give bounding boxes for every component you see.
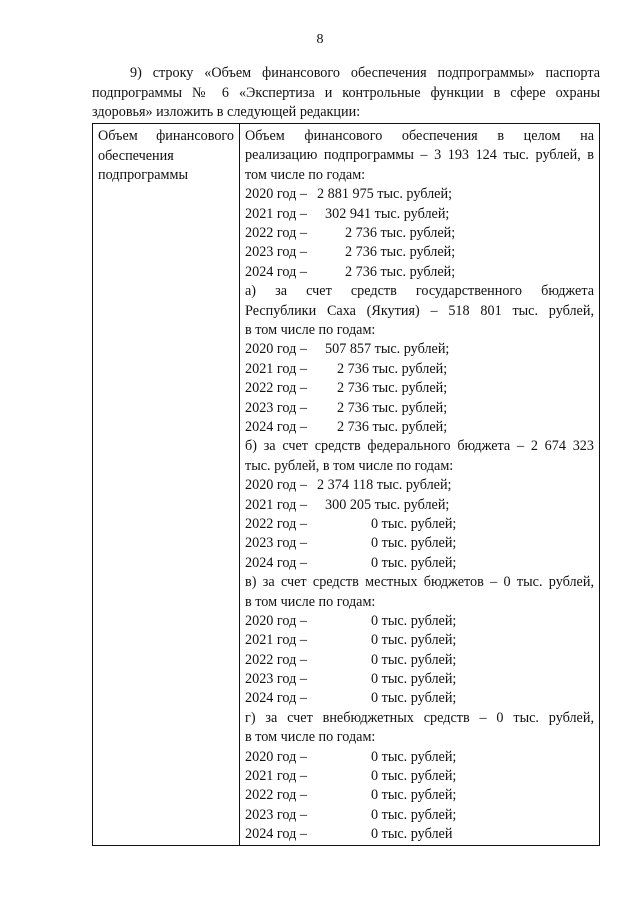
year-amount-row: [245, 825, 594, 844]
amount-value: 0 тыс. рублей;: [371, 787, 457, 804]
row-label-cell: [93, 124, 240, 846]
year-label: 2021 год –: [245, 496, 307, 513]
section-d-block: [245, 709, 594, 845]
year-amount-row: [245, 748, 594, 767]
section-d-text-line: в том числе по годам:: [245, 729, 376, 746]
year-label: 2020 год –: [245, 748, 307, 765]
year-label: 2020 год –: [245, 477, 307, 494]
amount-value: 2 736 тыс. рублей;: [337, 418, 448, 435]
amount-value: 0 тыс. рублей;: [371, 554, 457, 571]
year-label: 2020 год –: [245, 612, 307, 629]
amount-value: 0 тыс. рублей;: [371, 612, 457, 629]
year-label: 2023 год –: [245, 535, 307, 552]
year-amount-row: [245, 496, 594, 515]
section-b-text-line: тыс. рублей, в том числе по годам:: [245, 457, 454, 474]
year-amount-row: [245, 205, 594, 224]
year-amount-row: [245, 340, 594, 359]
amount-value: 2 736 тыс. рублей;: [337, 399, 448, 416]
year-amount-row: [245, 399, 594, 418]
amount-value: 2 736 тыс. рублей;: [337, 380, 448, 397]
year-amount-row: [245, 689, 594, 708]
row-label-line: Объем финансового: [98, 128, 234, 144]
year-amount-row: [245, 515, 594, 534]
year-amount-row: [245, 631, 594, 650]
amount-value: 302 941 тыс. рублей;: [325, 205, 450, 222]
year-label: 2020 год –: [245, 341, 307, 358]
amount-value: 0 тыс. рублей;: [371, 632, 457, 649]
total-funding-block: [245, 127, 594, 282]
year-amount-row: [245, 185, 594, 204]
year-label: 2023 год –: [245, 399, 307, 416]
amount-value: 0 тыс. рублей;: [371, 671, 457, 688]
amount-value: 2 736 тыс. рублей;: [345, 244, 456, 261]
year-amount-row: [245, 224, 594, 243]
row-content-cell: [240, 124, 600, 846]
section-c-text-line: в том числе по годам:: [245, 593, 376, 610]
amount-value: 0 тыс. рублей;: [371, 806, 457, 823]
year-label: 2024 год –: [245, 690, 307, 707]
amount-value: 0 тыс. рублей: [371, 826, 453, 843]
section-d-text-line: г) за счет внебюджетных средств – 0 тыс. рублей,: [245, 709, 594, 726]
amount-value: 507 857 тыс. рублей;: [325, 341, 450, 358]
year-amount-row: [245, 670, 594, 689]
year-label: 2021 год –: [245, 768, 307, 785]
year-label: 2024 год –: [245, 554, 307, 571]
year-amount-row: [245, 379, 594, 398]
year-amount-row: [245, 263, 594, 282]
amount-value: 0 тыс. рублей;: [371, 515, 457, 532]
year-amount-row: [245, 612, 594, 631]
year-label: 2023 год –: [245, 244, 307, 261]
section-c-block: [245, 573, 594, 709]
amount-value: 0 тыс. рублей;: [371, 690, 457, 707]
funding-table: [92, 123, 600, 846]
section-a-text-line: Республики Саха (Якутия) – 518 801 тыс. рублей,: [245, 302, 594, 319]
year-label: 2024 год –: [245, 418, 307, 435]
section-b-text-line: б) за счет средств федерального бюджета – 2 674 323: [245, 438, 594, 455]
amount-value: 2 736 тыс. рублей;: [345, 225, 456, 241]
row-label-line: подпрограммы: [98, 167, 188, 184]
amount-value: 2 736 тыс. рублей;: [345, 263, 456, 280]
year-amount-row: [245, 651, 594, 670]
section-a-text-line: а) за счет средств государственного бюджета: [245, 283, 594, 300]
amount-value: 2 881 975 тыс. рублей;: [317, 186, 453, 203]
total-text-line: том числе по годам:: [245, 166, 366, 183]
intro-line: 9) строку «Объем финансового обеспечения подпрограммы» паспорта: [130, 65, 600, 81]
year-label: 2020 год –: [245, 186, 307, 203]
section-a-text-line: в том числе по годам:: [245, 321, 376, 338]
year-amount-row: [245, 243, 594, 262]
amount-value: 0 тыс. рублей;: [371, 768, 457, 785]
intro-line: подпрограммы № 6 «Экспертиза и контрольные функции в сфере охраны: [92, 84, 600, 101]
intro-paragraph: [92, 64, 600, 123]
year-label: 2021 год –: [245, 205, 307, 222]
intro-line: здоровья» изложить в следующей редакции:: [92, 104, 361, 121]
year-amount-row: [245, 767, 594, 786]
row-label-line: обеспечения: [98, 147, 174, 164]
year-amount-row: [245, 806, 594, 825]
section-a-block: [245, 282, 594, 437]
amount-value: 2 736 тыс. рублей;: [337, 360, 448, 377]
amount-value: 2 374 118 тыс. рублей;: [317, 477, 452, 494]
amount-value: 300 205 тыс. рублей;: [325, 496, 450, 513]
amount-value: 0 тыс. рублей;: [371, 535, 457, 552]
year-label: 2023 год –: [245, 671, 307, 688]
year-amount-row: [245, 534, 594, 553]
year-label: 2021 год –: [245, 360, 307, 377]
year-amount-row: [245, 786, 594, 805]
year-amount-row: [245, 418, 594, 437]
year-label: 2023 год –: [245, 806, 307, 823]
total-text-line: Объем финансового обеспечения в целом на: [245, 128, 594, 144]
year-label: 2022 год –: [245, 515, 307, 532]
year-label: 2022 год –: [245, 380, 307, 397]
page-number: 8: [316, 32, 324, 47]
section-b-block: [245, 437, 594, 573]
year-amount-row: [245, 554, 594, 573]
amount-value: 0 тыс. рублей;: [371, 748, 457, 765]
table-row: [93, 124, 600, 846]
year-label: 2021 год –: [245, 632, 307, 649]
amount-value: 0 тыс. рублей;: [371, 651, 457, 668]
year-label: 2024 год –: [245, 263, 307, 280]
year-amount-row: [245, 360, 594, 379]
year-amount-row: [245, 476, 594, 495]
total-text-line: реализацию подпрограммы – 3 193 124 тыс. рублей, в: [245, 147, 594, 164]
year-label: 2022 год –: [245, 651, 307, 668]
year-label: 2024 год –: [245, 826, 307, 843]
year-label: 2022 год –: [245, 787, 307, 804]
year-label: 2022 год –: [245, 225, 307, 241]
section-c-text-line: в) за счет средств местных бюджетов – 0 тыс. рублей,: [245, 574, 594, 591]
